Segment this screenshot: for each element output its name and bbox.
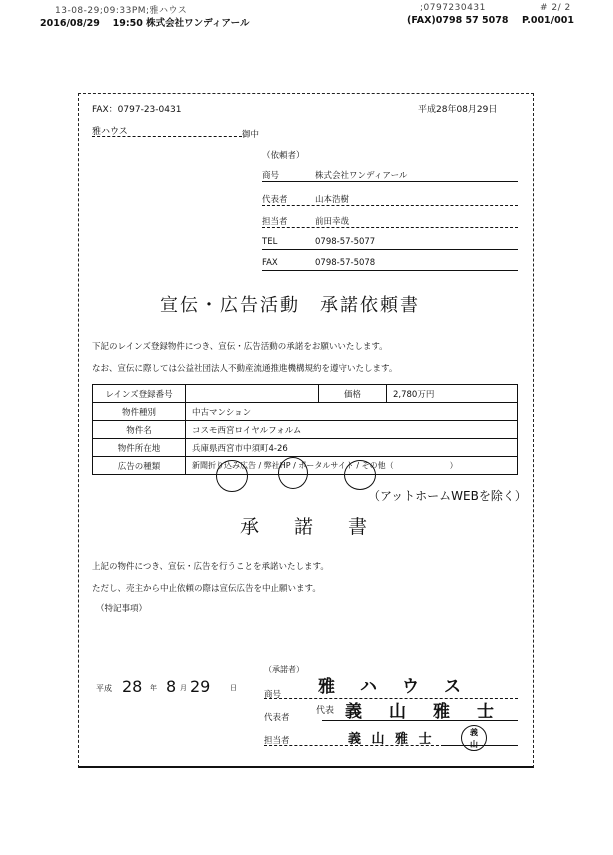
table-row [93, 403, 518, 421]
property-table [92, 384, 518, 475]
price-label: 価格 [319, 385, 387, 403]
document-date: 平成28年08月29日 [418, 105, 498, 115]
ad-type-label: 広告の種類 [93, 457, 186, 475]
requester-label: （依頼者） [262, 151, 305, 161]
consenter-field-label: 商号 [264, 690, 282, 700]
requester-field-label: FAX [262, 258, 278, 268]
consenter-representative: 義 山 雅 士 [345, 702, 499, 722]
date-year: 28 [122, 677, 143, 696]
personal-seal [461, 725, 487, 751]
consenter-label: （承諾者） [264, 665, 304, 674]
price-value: 2,780万円 [387, 385, 518, 403]
seal-text: 義山 [470, 727, 478, 749]
consenter-field-label: 担当者 [264, 736, 290, 746]
property-address-value: 兵庫県西宮市中須町4-26 [186, 439, 518, 457]
intro-line-2: なお、宣伝に際しては公益社団法人不動産流通推進機構規約を遵守いたします。 [92, 364, 398, 374]
intro-line-1: 下記のレインズ登録物件につき、宣伝・広告活動の承諾をお願いいたします。 [92, 342, 388, 352]
date-era: 平成 [96, 684, 112, 693]
fax-header-sender-fax: (FAX)0798 57 5078 [407, 15, 509, 26]
document-title: 宣伝・広告活動 承諾依頼書 [160, 295, 420, 316]
requester-field-label: TEL [262, 237, 278, 247]
consenter-company: 雅 ハ ウ ス [318, 677, 465, 697]
property-type-value: 中古マンション [186, 403, 518, 421]
consent-title: 承 諾 書 [240, 516, 376, 538]
property-name-value: コスモ西宮ロイヤルフォルム [186, 421, 518, 439]
recipient-honorific: 御中 [242, 130, 260, 140]
requester-field-label: 商号 [262, 171, 280, 181]
table-row [93, 385, 518, 403]
date-day: 29 [190, 677, 211, 696]
fax-header-line1-left: 13-08-29;09:33PM;雅ハウス [55, 6, 188, 16]
date-month: 8 [166, 677, 177, 696]
consent-line-2: ただし、売主から中止依頼の際は宣伝広告を中止願います。 [92, 584, 321, 594]
table-row [93, 421, 518, 439]
date-year-unit: 年 [150, 684, 157, 692]
requester-contact-person: 前田幸哉 [315, 217, 350, 227]
date-day-unit: 日 [230, 684, 237, 692]
date-month-unit: 月 [180, 684, 187, 692]
consent-line-1: 上記の物件につき、宣伝・広告を行うことを承諾いたします。 [92, 562, 329, 572]
selection-circle [344, 460, 376, 490]
property-name-label: 物件名 [93, 421, 186, 439]
property-type-label: 物件種別 [93, 403, 186, 421]
property-address-label: 物件所在地 [93, 439, 186, 457]
table-row [93, 439, 518, 457]
ad-type-value: 新聞折り込み広告 / 弊社HP / ポータルサイト / その他（ ） [186, 457, 518, 475]
consenter-representative-prefix: 代表 [316, 706, 335, 716]
reins-number-value [186, 385, 319, 403]
fax-header-page: P.001/001 [522, 15, 574, 26]
consenter-field-label: 代表者 [264, 713, 290, 723]
requester-fax: 0798-57-5078 [315, 258, 376, 268]
selection-circle [216, 460, 248, 492]
recipient-name: 雅ハウス [92, 127, 128, 137]
requester-company: 株式会社ワンディアール [315, 171, 408, 181]
requester-representative: 山本浩樹 [315, 195, 350, 205]
selection-circle [278, 457, 308, 489]
fax-to: FAX：0797-23-0431 [92, 105, 182, 115]
requester-field-label: 担当者 [262, 217, 288, 227]
special-notes-label: （特記事項） [96, 604, 148, 614]
fax-header-line1-mid: ;0797230431 [420, 3, 486, 13]
handwritten-note: （アットホームWEBを除く） [368, 489, 527, 503]
requester-field-label: 代表者 [262, 195, 288, 205]
fax-header-datetime: 2016/08/29 19:50 株式会社ワンディアール [40, 18, 250, 29]
requester-tel: 0798-57-5077 [315, 237, 376, 247]
consenter-contact-person: 義 山 雅 士 [348, 732, 435, 747]
fax-header-line1-right: # 2/ 2 [540, 3, 571, 13]
reins-number-label: レインズ登録番号 [93, 385, 186, 403]
